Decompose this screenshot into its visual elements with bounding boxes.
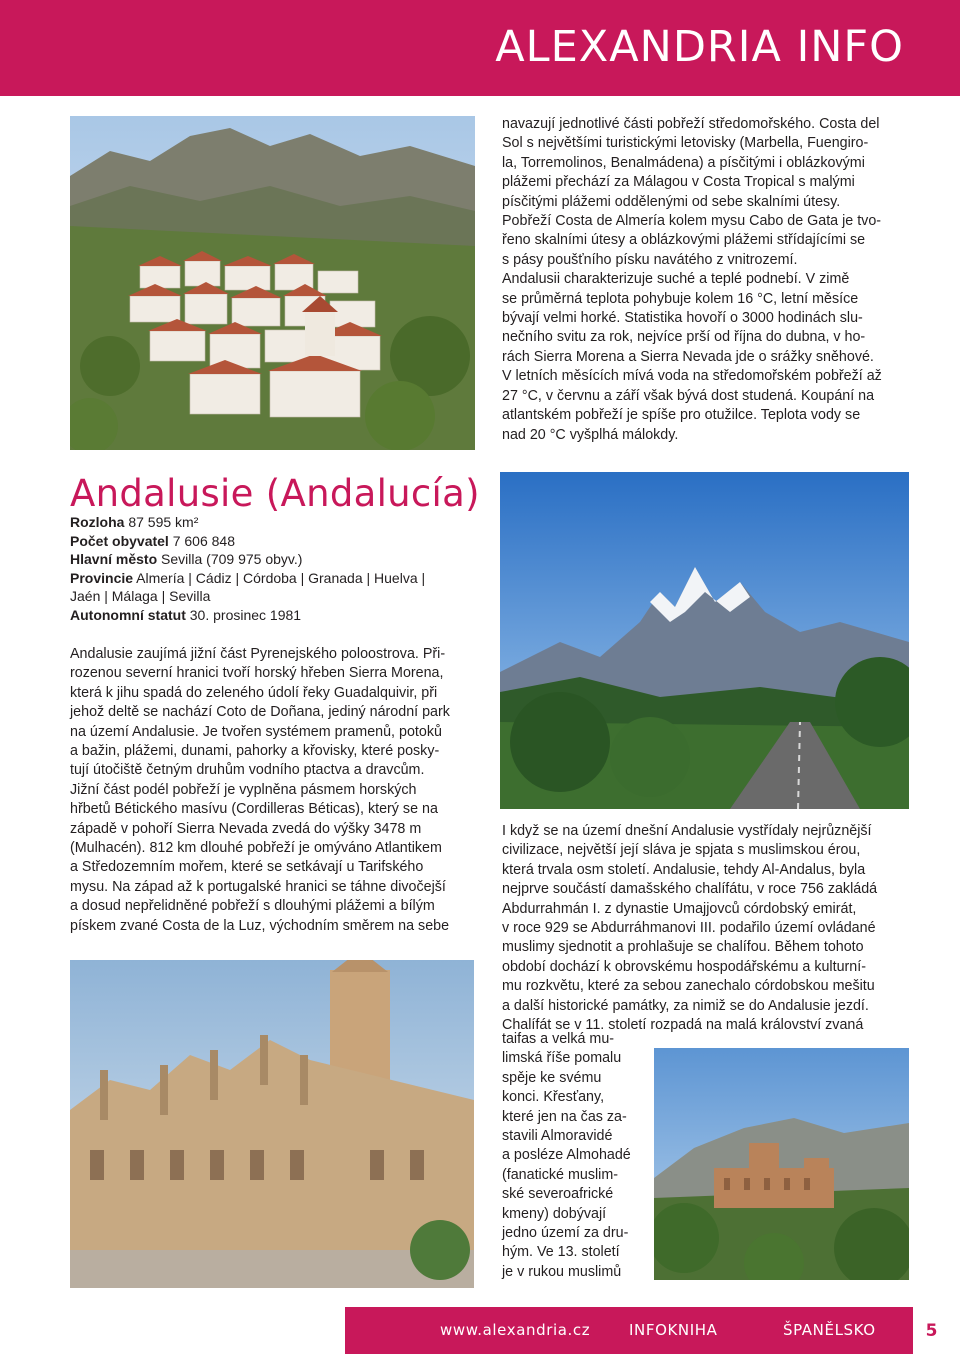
fact-population: Počet obyvatel 7 606 848 <box>70 532 236 549</box>
photo-cathedral <box>70 960 474 1288</box>
fact-provinces: Provincie Almería | Cádiz | Córdoba | Granada | Huelva | <box>70 569 426 586</box>
photo-mountains <box>500 472 909 809</box>
fact-capital: Hlavní město Sevilla (709 975 obyv.) <box>70 551 303 567</box>
footer-bar <box>345 1307 960 1354</box>
text-bottom-narrow: taifas a velká mu- limská říše pomalu spěje ke svému konci. Křesťany, které jen na čas za- stavili Almoravidé a posléze Almohadé (fanatické muslim- ské severoafrické kmeny) dobývají jedno území za dru- hým. Ve 13. století je v rukou muslimů <box>502 1031 631 1280</box>
facts-box <box>70 513 470 624</box>
fact-area: Rozloha 87 595 km² <box>70 514 199 530</box>
section-title: Andalusie (Andalucía) <box>70 472 480 515</box>
footer-series: INFOKNIHA <box>629 1321 718 1339</box>
text-left: Andalusie zaujímá jižní část Pyrenejského poloostrova. Při- rozenou severní hranici tvoří horský hřeben Sierra Morena, která k jihu spadá do zeleného údolí řeky Guadalquivir, při jehož deltě se nachází Coto de Doñana, jediný národní park na území Andalusie. Je tvořen systémem pramenů, potoků a bažin, plážemi, dunami, pahorky a křovisky, které posky- tují útočiště četným druhům vodního ptactva a dravcům. Jižní část podél pobřeží je vyplněna pásmem horských hřbetů Bétického masívu (Cordilleras Béticas), který se na západě v pohoří Sierra Nevada zvedá do výšky 3478 m (Mulhacén). 812 km dlouhé pobřeží je omýváno Atlantikem a Středozemním mořem, které se setkávají u Tarifského mysu. Na západ až k portugalské hranici se táhne divočejší a dosud nepřelidněné pobřeží s dlouhými plážemi a bílým pískem zvané Costa de la Luz, východním směrem na sebe <box>70 646 450 934</box>
fact-autonomy: Autonomní statut 30. prosinec 1981 <box>70 606 302 623</box>
footer-url[interactable]: www.alexandria.cz <box>440 1321 591 1339</box>
footer-country: ŠPANĚLSKO <box>783 1321 876 1339</box>
photo-alhambra <box>654 1048 909 1280</box>
brand-title: ALEXANDRIA INFO <box>495 22 904 72</box>
fact-provinces-cont: Jaén | Málaga | Sevilla <box>70 588 211 604</box>
photo-village <box>70 116 475 450</box>
text-bottom-right: I když se na území dnešní Andalusie vystřídaly nejrůznější civilizace, největší její sláva je spjata s muslimskou érou, která trvala osm století. Andalusie, tehdy Al-Andalus, byla nejprve součástí damašského chalífátu, v roce 756 zakládá Abdurrahmán I. z dynastie Umajjovců córdobský emirát, v roce 929 se Abdurráhmanovi III. podařilo území ovládané muslimy sjednotit a prohlašuje se chalífou. Během tohoto období dochází k obrovskému hospodářskému a kulturní- mu rozkvětu, které za sebou zanechalo córdobskou mešitu a další historické památky, za nimiž se do Andalusie jezdí. Chalífát se v 11. století rozpadá na malá království zvaná <box>502 823 878 1034</box>
page-number: 5 <box>925 1321 938 1341</box>
text-top-right: navazují jednotlivé části pobřeží středomořského. Costa del Sol s největšími turistickými letovisky (Marbella, Fuengiro- la, Torremolinos, Benalmádena) a písčitými i oblázkovými plážemi přechází za Málagou v Costa Tropical s malými písčitými plážemi oddělenými od sebe skalními útesy. Pobřeží Costa de Almería kolem mysu Cabo de Gata je tvo- řeno skalními útesy a oblázkovými plážemi střídajícími se s pásy poušťního písku navátého z vnitrozemí. Andalusii charakterizuje suché a teplé podnebí. V zimě se průměrná teplota pohybuje kolem 16 °C, letní měsíce bývají velmi horké. Statistika hovoří o 3000 hodinách slu- nečního svitu za rok, nejvíce prší od října do dubna, v ho- rách Sierra Morena a Sierra Nevada jde o srážky sněhové. V letních měsících mívá voda na středomořském pobřeží až 27 °C, v červnu a září však bývá dost studená. Koupání na atlantském pobřeží je spíše pro otužilce. Teplota vody se nad 20 °C vyšplhá málokdy. <box>502 116 882 443</box>
